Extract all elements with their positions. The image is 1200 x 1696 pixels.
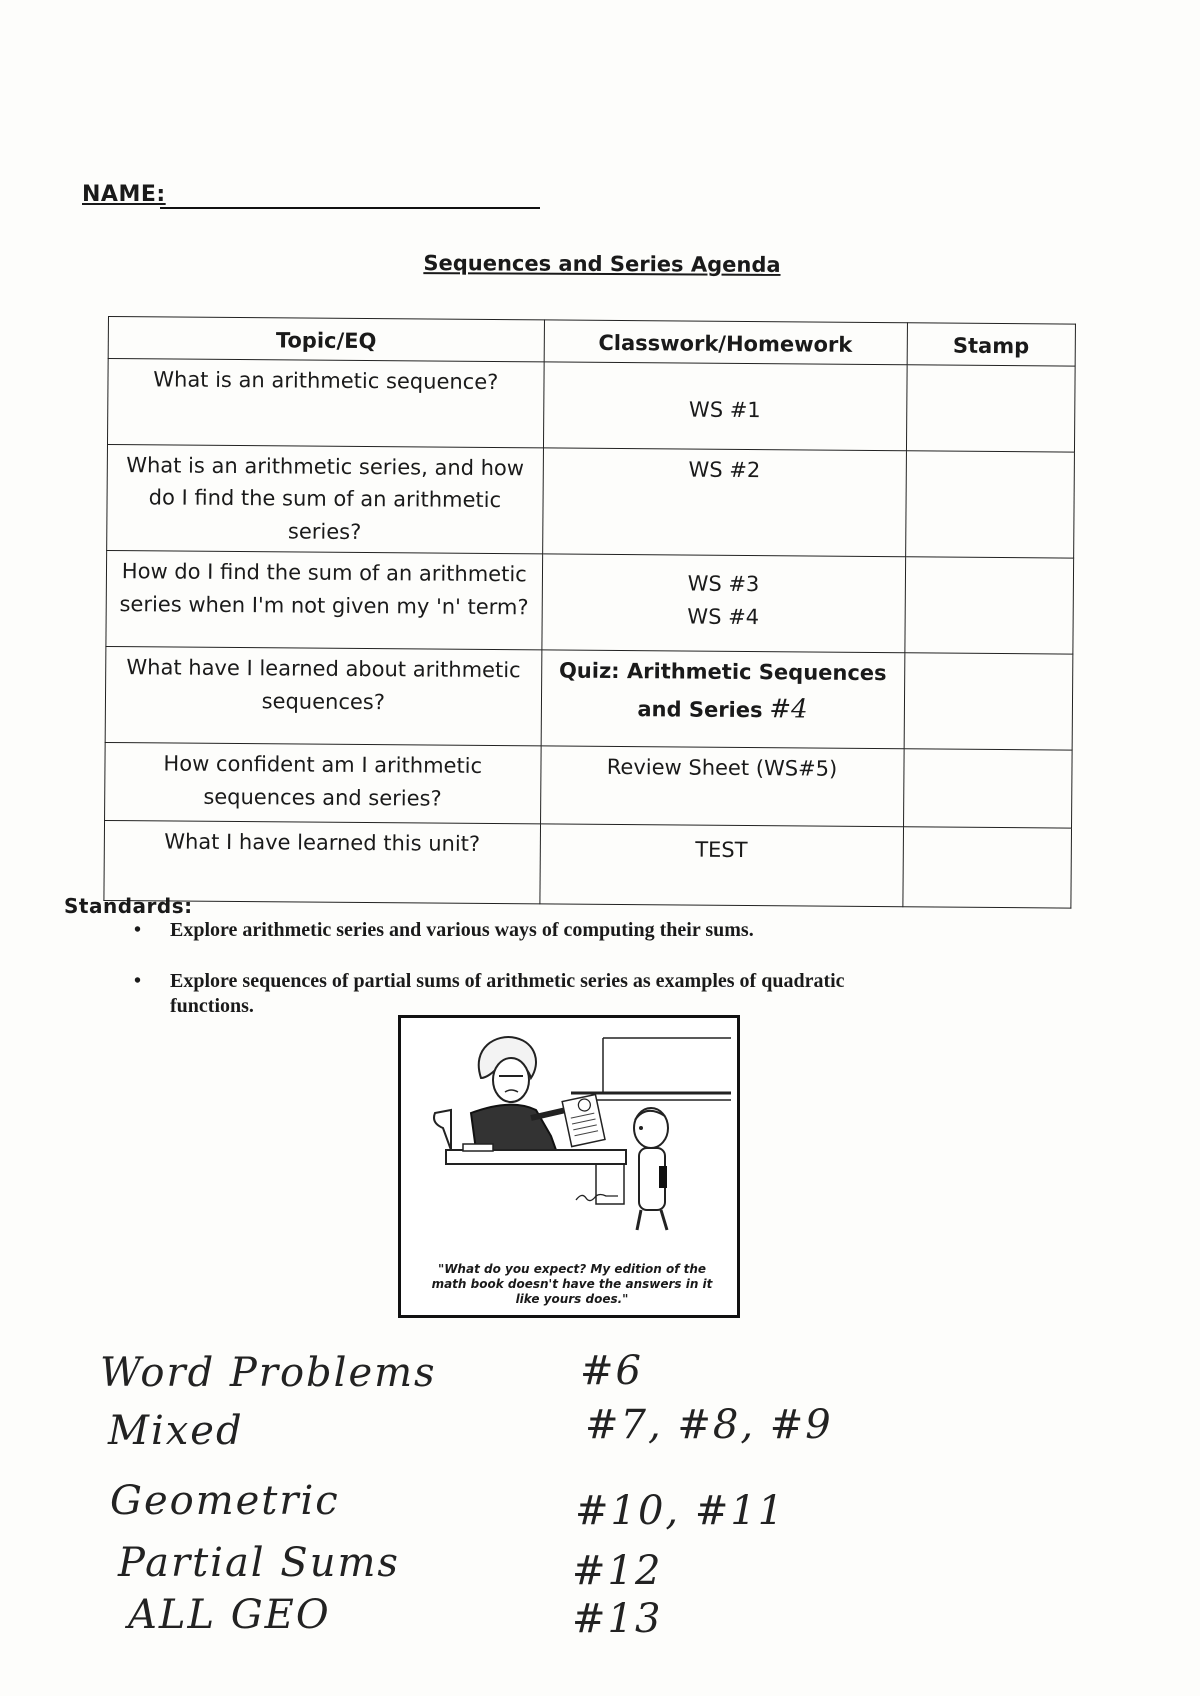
topic-cell: How confident am I arithmetic sequences and series?: [105, 743, 541, 824]
work-cell: [543, 361, 907, 450]
cartoon-caption: "What do you expect? My edition of the math book doesn't have the answers in it like yours does.": [431, 1262, 713, 1306]
stamp-cell[interactable]: [904, 557, 1073, 654]
topic-cell: What I have learned this unit?: [104, 821, 540, 904]
handwritten-label: Geometric: [110, 1478, 340, 1524]
work-cell: [541, 650, 905, 749]
handwritten-label: ALL GEO: [128, 1592, 331, 1638]
work-item: WS #4: [687, 604, 760, 629]
standards-heading: Standards:: [64, 894, 193, 918]
handwritten-quiz-number: #4: [769, 693, 808, 725]
name-line[interactable]: [160, 207, 540, 209]
cartoon-illustration: [401, 1018, 731, 1248]
stamp-cell[interactable]: [903, 749, 1072, 828]
table-row: [105, 647, 1073, 751]
work-cell: [540, 824, 903, 907]
stamp-cell[interactable]: [904, 653, 1073, 750]
header-classwork: Classwork/Homework: [544, 320, 907, 364]
topic-cell: What is an arithmetic series, and how do I find the sum of an arithmetic series?: [107, 444, 543, 554]
topic-cell: What is an arithmetic sequence?: [107, 358, 543, 447]
work-cell: [540, 746, 903, 827]
stamp-cell[interactable]: [906, 364, 1075, 451]
handwritten-numbers: #7, #8, #9: [585, 1402, 833, 1448]
work-item: WS #2: [688, 457, 761, 482]
quiz-label: Quiz: Arithmetic Sequences and Series: [558, 658, 887, 722]
name-label: NAME:: [82, 182, 166, 207]
handwritten-numbers: #12: [572, 1548, 663, 1594]
stamp-cell[interactable]: [905, 450, 1074, 558]
name-field: [82, 182, 166, 207]
handwritten-numbers: #10, #11: [575, 1488, 786, 1534]
handwritten-label: Mixed: [108, 1408, 244, 1454]
table-row: [104, 821, 1072, 909]
table-row: [107, 358, 1075, 452]
page-title: Sequences and Series Agenda: [423, 251, 781, 277]
header-stamp: Stamp: [907, 323, 1076, 366]
handwritten-numbers: #6: [580, 1348, 643, 1394]
handwritten-label: Partial Sums: [118, 1540, 400, 1586]
topic-cell: How do I find the sum of an arithmetic series when I'm not given my 'n' term?: [106, 551, 542, 650]
table-row: [106, 551, 1074, 655]
handwritten-label: Word Problems: [100, 1350, 437, 1396]
work-item: Review Sheet (WS#5): [606, 755, 838, 781]
standard-item: • Explore arithmetic series and various ways of computing their sums.: [130, 918, 890, 943]
cartoon-image: [398, 1015, 740, 1318]
standard-item: • Explore sequences of partial sums of arithmetic series as examples of quadratic functions.: [130, 969, 890, 1019]
work-cell: [542, 554, 906, 653]
work-item: WS #3: [687, 571, 760, 597]
work-item: WS #1: [688, 397, 761, 422]
table-row: [107, 444, 1075, 558]
stamp-cell[interactable]: [902, 827, 1071, 908]
work-item: TEST: [695, 837, 748, 863]
header-topic: Topic/EQ: [108, 317, 544, 362]
table-row: [105, 743, 1073, 829]
topic-cell: What have I learned about arithmetic sequences?: [105, 647, 541, 746]
work-cell: [542, 447, 906, 556]
agenda-table: [103, 316, 1076, 909]
handwritten-numbers: #13: [572, 1596, 663, 1642]
